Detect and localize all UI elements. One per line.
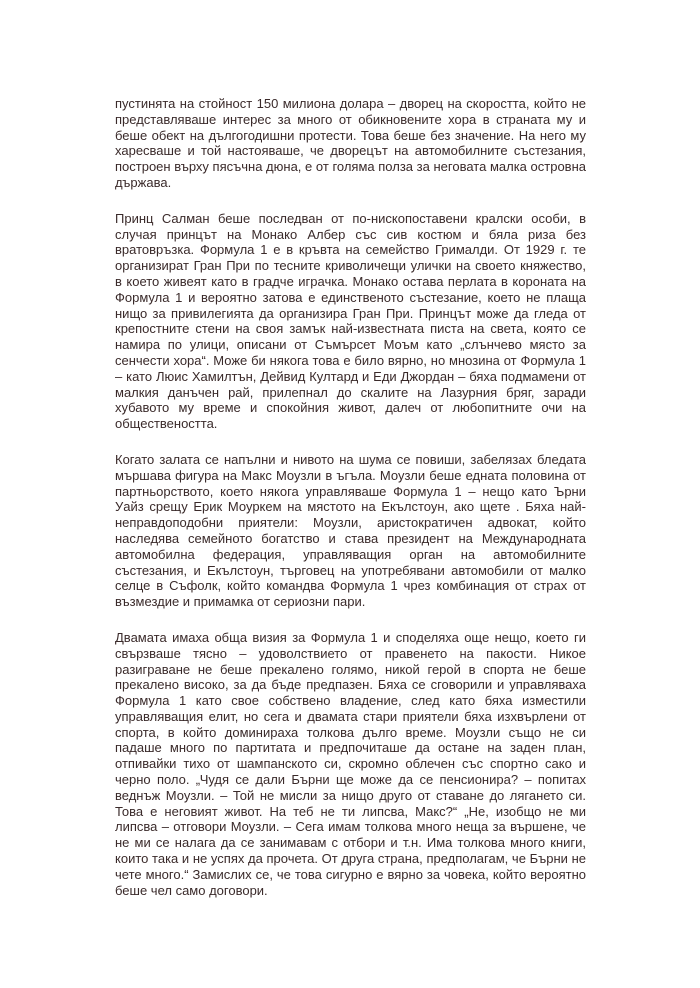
paragraph: Когато залата се напълни и нивото на шума се повиши, забелязах бледата мършава фигура на Макс Моузли в ъгъла. Моузли беше едната половина от партньорството, което някога управляваше Формула 1 – нещо като Ърни Уайз срещу Ерик Моуркем на мястото на Екълстоун, ако щете . Бяха най-неправдоподобни приятели: Моузли, аристократичен адвокат, който наследява семейното богатство и става президент на Международната автомобилна федерация, управляващия орган на автомобилните състезания, и Екълстоун, търговец на употребявани автомобили от малко селце в Съфолк, който командва Формула 1 чрез комбинация от страх от възмездие и примамка от сериозни пари. <box>115 451 586 610</box>
text-column <box>115 96 586 918</box>
paragraph: Двамата имаха обща визия за Формула 1 и споделяха още нещо, което ги свързваше тясно – удоволствието от правенето на пакости. Никое разиграване не беше прекалено голямо, никой герой в спорта не беше прекалено високо, за да бъде предпазен. Бяха се сговорили и управляваха Формула 1 като свое собствено владение, след като бяха изместили управляващия елит, но сега и двамата стари приятели бяха изхвърлени от спорта, в който доминираха толкова дълго време. Моузли също не си падаше много по партитата и предпочиташе да остане на заден план, отпивайки тихо от шампанското си, скромно облечен със спортно сако и черно поло. „Чудя се дали Бърни ще може да се пенсионира? – попитах веднъж Моузли. – Той не мисли за нищо друго от ставане до лягането си. Това е неговият живот. На теб не ти липсва, Макс?“ „Не, изобщо не ми липсва – отговори Моузли. – Сега имам толкова много неща за вършене, че не ми се налага да се занимавам с отбори и т.н. Има толкова много книги, които така и не успях да прочета. От друга страна, предполагам, че Бърни не чете много.“ Замислих се, че това сигурно е вярно за човека, който вероятно беше чел само договори. <box>115 629 586 898</box>
paragraph: Принц Салман беше последван от по-нископоставени кралски особи, в случая принцът на Монако Албер със сив костюм и бяла риза без вратовръзка. Формула 1 е в кръвта на семейство Грималди. От 1929 г. те организират Гран При по тесните криволичещи улички на своето княжество, в което живеят като в градче играчка. Монако остава перлата в короната на Формула 1 и вероятно затова е единственото състезание, което не плаща нищо за привилегията да организира Гран При. Принцът може да гледа от крепостните стени на своя замък най-известната писта на света, която се намира по улици, описани от Съмърсет Моъм като „слънчево място за сенчести хора“. Може би някога това е било вярно, но мнозина от Формула 1 – като Люис Хамилтън, Дейвид Култард и Еди Джордан – бяха подмамени от малкия данъчен рай, прилепнал до скалите на Лазурния бряг, заради хубавото му време и спокойния живот, далеч от любопитните очи на обществеността. <box>115 210 586 432</box>
paragraph: пустинята на стойност 150 милиона долара – дворец на скоростта, който не представляваше интерес за много от обикновените хора в страната му и беше обект на дългогодишни протести. Това беше без значение. На него му харесваше и той настояваше, че дворецът на автомобилните състезания, построен върху пясъчна дюна, е от голяма полза за неговата малка островна държава. <box>115 96 586 190</box>
